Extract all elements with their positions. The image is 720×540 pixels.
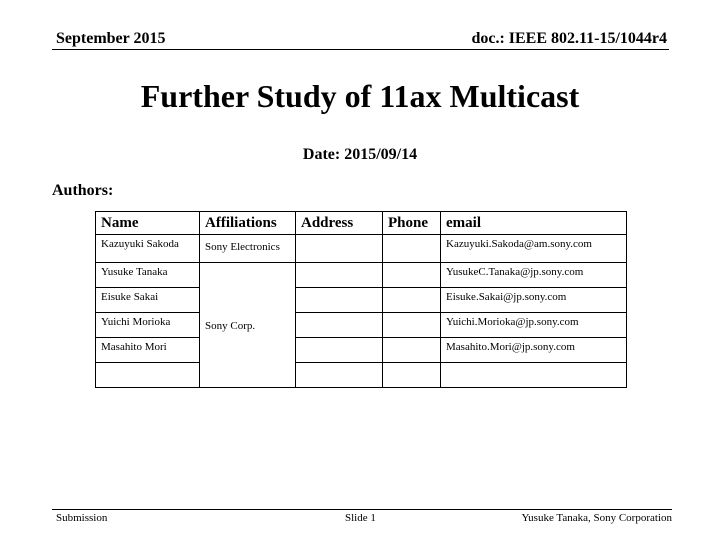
header-divider [52, 49, 669, 50]
authors-table [95, 211, 627, 388]
table-row [96, 363, 627, 388]
footer-slide-number: Slide 1 [345, 512, 376, 524]
author-email: YusukeC.Tanaka@jp.sony.com [441, 263, 627, 288]
author-phone [383, 263, 441, 288]
author-name: Masahito Mori [96, 338, 200, 363]
author-email: Eisuke.Sakai@jp.sony.com [441, 288, 627, 313]
slide-date: Date: 2015/09/14 [302, 146, 418, 163]
col-header-name: Name [96, 212, 200, 235]
col-header-email: email [441, 212, 627, 235]
author-address [296, 363, 383, 388]
author-phone [383, 338, 441, 363]
table-row [96, 288, 627, 313]
author-address [296, 313, 383, 338]
header-doc-id: doc.: IEEE 802.11-15/1044r4 [471, 30, 667, 47]
table-header-row [96, 212, 627, 235]
author-affiliation: Sony Electronics [200, 235, 296, 263]
footer-submission: Submission [56, 512, 108, 524]
table-row [96, 338, 627, 363]
author-name [96, 363, 200, 388]
col-header-phone: Phone [383, 212, 441, 235]
author-email [441, 363, 627, 388]
author-name: Yuichi Morioka [96, 313, 200, 338]
author-email: Kazuyuki.Sakoda@am.sony.com [441, 235, 627, 263]
author-address [296, 288, 383, 313]
author-affiliation: Sony Corp. [200, 263, 296, 388]
author-phone [383, 235, 441, 263]
author-phone [383, 313, 441, 338]
author-address [296, 338, 383, 363]
table-row [96, 313, 627, 338]
col-header-affiliations: Affiliations [200, 212, 296, 235]
author-phone [383, 363, 441, 388]
author-name: Kazuyuki Sakoda [96, 235, 200, 263]
author-email: Yuichi.Morioka@jp.sony.com [441, 313, 627, 338]
table-row [96, 263, 627, 288]
author-address [296, 235, 383, 263]
author-email: Masahito.Mori@jp.sony.com [441, 338, 627, 363]
slide-title: Further Study of 11ax Multicast [140, 78, 580, 114]
header-date: September 2015 [56, 30, 166, 47]
author-name: Yusuke Tanaka [96, 263, 200, 288]
author-phone [383, 288, 441, 313]
author-address [296, 263, 383, 288]
author-name: Eisuke Sakai [96, 288, 200, 313]
authors-heading: Authors: [52, 182, 114, 199]
table-row [96, 235, 627, 263]
col-header-address: Address [296, 212, 383, 235]
footer-author: Yusuke Tanaka, Sony Corporation [521, 512, 672, 524]
footer-divider [52, 509, 672, 510]
